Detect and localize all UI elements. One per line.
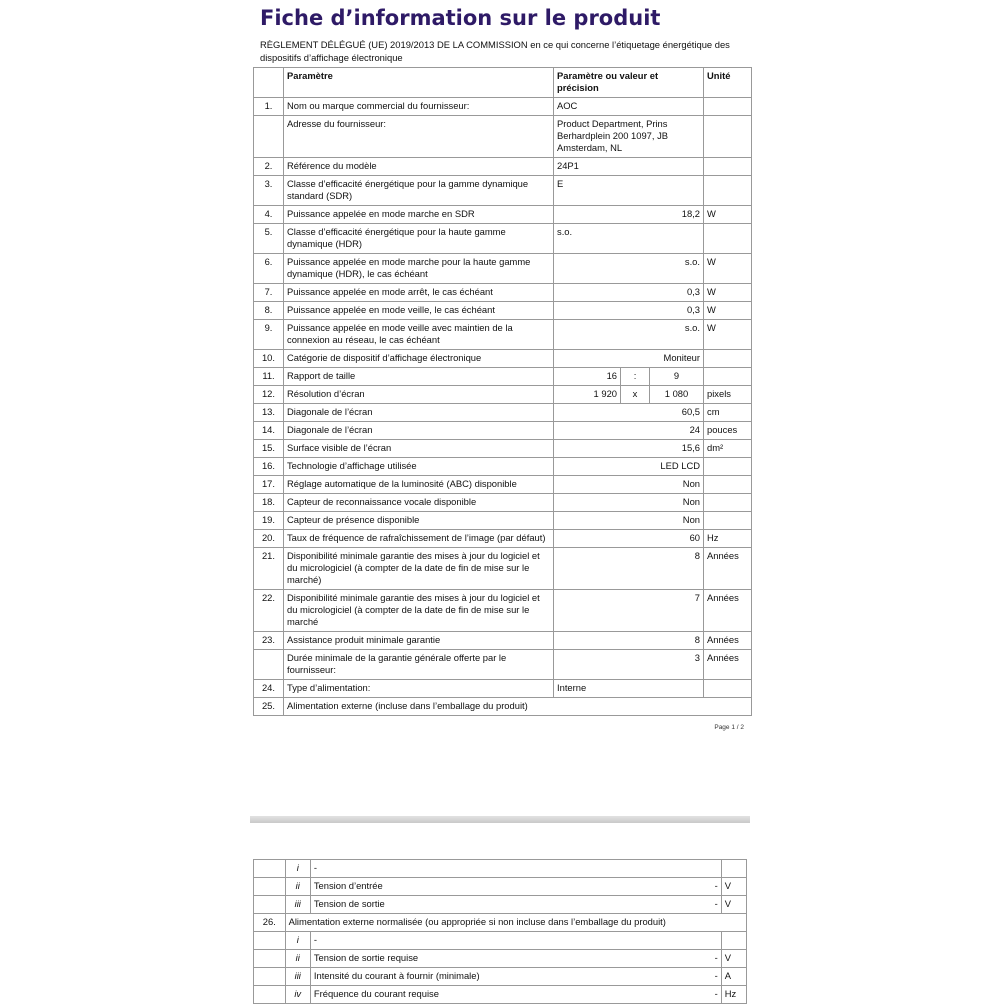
table-row: [254, 512, 752, 530]
page-2: [252, 859, 748, 1004]
row-number: 15.: [254, 440, 284, 458]
table-row: [254, 404, 752, 422]
sub-value: [695, 932, 721, 949]
row-unit: [704, 98, 752, 116]
sub-row: [254, 968, 747, 986]
value-part-b: 9: [673, 370, 680, 381]
row-unit: [704, 494, 752, 512]
sub-row: [254, 896, 747, 914]
header-value: Paramètre ou valeur et précision: [554, 68, 704, 98]
header-num-cell: [254, 68, 284, 98]
sub-row: [254, 932, 747, 950]
table-row: [254, 530, 752, 548]
row-number: [254, 896, 286, 914]
row-number: 11.: [254, 368, 284, 386]
row-unit: [704, 350, 752, 368]
row-value: s.o.: [554, 224, 704, 254]
product-info-table: [253, 67, 752, 716]
row-unit: [704, 458, 752, 476]
sub-parameter: [310, 860, 721, 878]
sub-row: [254, 950, 747, 968]
sub-value: -: [714, 952, 718, 963]
row-parameter: Taux de fréquence de rafraîchissement de l’image (par défaut): [284, 530, 554, 548]
table-row: [254, 422, 752, 440]
row-value: 3: [554, 650, 704, 680]
row-number: [254, 860, 286, 878]
row-number: 7.: [254, 284, 284, 302]
row-parameter: Puissance appelée en mode marche pour la haute gamme dynamique (HDR), le cas échéant: [284, 254, 554, 284]
row-unit: [704, 512, 752, 530]
row-number: 22.: [254, 590, 284, 632]
row-unit: Années: [704, 590, 752, 632]
value-part-b: 1 080: [664, 388, 689, 399]
row-number: 14.: [254, 422, 284, 440]
row-value: Non: [554, 476, 704, 494]
row-value: E: [554, 176, 704, 206]
row-parameter: Diagonale de l’écran: [284, 404, 554, 422]
row-number: 12.: [254, 386, 284, 404]
row-unit: [704, 476, 752, 494]
sub-value: -: [714, 880, 718, 891]
row-value: [554, 386, 704, 404]
sub-param-text: Intensité du courant à fournir (minimale): [313, 970, 480, 981]
sub-index: i: [285, 932, 310, 950]
sub-parameter: [310, 986, 721, 1004]
row-parameter: Capteur de reconnaissance vocale disponible: [284, 494, 554, 512]
sub-row: [254, 986, 747, 1004]
row-number: 18.: [254, 494, 284, 512]
table-row: [254, 224, 752, 254]
row-parameter: Assistance produit minimale garantie: [284, 632, 554, 650]
row-value: Non: [554, 494, 704, 512]
value-part-a: 1 920: [554, 386, 621, 403]
header-param: Paramètre: [284, 68, 554, 98]
row-unit: cm: [704, 404, 752, 422]
row-parameter: Durée minimale de la garantie générale offerte par le fournisseur:: [284, 650, 554, 680]
table-row: [254, 650, 752, 680]
table-row: [254, 284, 752, 302]
row-unit: W: [704, 254, 752, 284]
value-separator: :: [621, 368, 650, 385]
row-value: Non: [554, 512, 704, 530]
row-number: 26.: [254, 914, 286, 932]
row-parameter: Puissance appelée en mode veille, le cas échéant: [284, 302, 554, 320]
row-number: [254, 968, 286, 986]
row-number: 20.: [254, 530, 284, 548]
page-title: Fiche d’information sur le produit: [260, 6, 661, 30]
sub-param-text: Tension de sortie requise: [313, 952, 419, 963]
row-number: [254, 986, 286, 1004]
sub-row: [254, 860, 747, 878]
row-value: s.o.: [554, 254, 704, 284]
row-number: [254, 950, 286, 968]
row-unit: Années: [704, 650, 752, 680]
sub-param-text: Tension d’entrée: [313, 880, 383, 891]
row-value: Product Department, Prins Berhardplein 200 1097, JB Amsterdam, NL: [554, 116, 704, 158]
sub-value: -: [714, 970, 718, 981]
table-row: [254, 548, 752, 590]
row-value: 24P1: [554, 158, 704, 176]
row-unit: [704, 680, 752, 698]
row-unit: dm²: [704, 440, 752, 458]
row-number: 4.: [254, 206, 284, 224]
row-value: 15,6: [554, 440, 704, 458]
table-row: [254, 632, 752, 650]
row-value: LED LCD: [554, 458, 704, 476]
row-parameter: Capteur de présence disponible: [284, 512, 554, 530]
page-number: Page 1 / 2: [714, 724, 744, 731]
row-number: 10.: [254, 350, 284, 368]
row-parameter: Puissance appelée en mode marche en SDR: [284, 206, 554, 224]
row-number: [254, 932, 286, 950]
row-number: 13.: [254, 404, 284, 422]
row-unit: pixels: [704, 386, 752, 404]
sub-index: iv: [285, 986, 310, 1004]
sub-param-text: -: [313, 862, 317, 873]
row-unit: W: [704, 284, 752, 302]
row-parameter: Adresse du fournisseur:: [284, 116, 554, 158]
row-number: 17.: [254, 476, 284, 494]
table-row: [254, 476, 752, 494]
sub-value: [695, 860, 721, 877]
row-value: 18,2: [554, 206, 704, 224]
table-row: [254, 254, 752, 284]
row-parameter: Surface visible de l’écran: [284, 440, 554, 458]
row-value: Interne: [554, 680, 704, 698]
row-number: 24.: [254, 680, 284, 698]
row-value: 0,3: [554, 302, 704, 320]
row-number: [254, 116, 284, 158]
row-value: 8: [554, 632, 704, 650]
row-parameter: Disponibilité minimale garantie des mises à jour du logiciel et du micrologiciel (à compter de la date de fin de mise sur le marché: [284, 590, 554, 632]
row-parameter: Résolution d’écran: [284, 386, 554, 404]
row-number: 3.: [254, 176, 284, 206]
row-number: 9.: [254, 320, 284, 350]
row-unit: W: [704, 206, 752, 224]
sub-value: -: [714, 988, 718, 999]
sub-unit: V: [721, 896, 746, 914]
row-unit: [704, 176, 752, 206]
sub-index: i: [285, 860, 310, 878]
row-unit: Années: [704, 548, 752, 590]
table-row: [254, 914, 747, 932]
row-number: 1.: [254, 98, 284, 116]
row-unit: pouces: [704, 422, 752, 440]
sub-parameter: [310, 896, 721, 914]
row-value: s.o.: [554, 320, 704, 350]
row-parameter: Alimentation externe (incluse dans l’emballage du produit): [284, 698, 752, 716]
sub-parameter: [310, 950, 721, 968]
row-number: 8.: [254, 302, 284, 320]
sub-unit: V: [721, 950, 746, 968]
row-unit: [704, 158, 752, 176]
sub-param-text: Fréquence du courant requise: [313, 988, 439, 999]
row-value: [554, 368, 704, 386]
row-parameter: Puissance appelée en mode veille avec maintien de la connexion au réseau, le cas échéant: [284, 320, 554, 350]
table-row: [254, 494, 752, 512]
table-row: [254, 116, 752, 158]
row-parameter: Technologie d’affichage utilisée: [284, 458, 554, 476]
table-row: [254, 98, 752, 116]
row-unit: Hz: [704, 530, 752, 548]
table-row: [254, 458, 752, 476]
sub-value: -: [714, 898, 718, 909]
table-row: [254, 158, 752, 176]
value-part-a: 16: [554, 368, 621, 385]
sub-param-text: -: [313, 934, 317, 945]
row-value: Moniteur: [554, 350, 704, 368]
row-parameter: Classe d’efficacité énergétique pour la haute gamme dynamique (HDR): [284, 224, 554, 254]
sub-unit: [721, 932, 746, 950]
row-number: 2.: [254, 158, 284, 176]
row-unit: W: [704, 302, 752, 320]
sub-parameter: [310, 932, 721, 950]
row-parameter: Diagonale de l’écran: [284, 422, 554, 440]
sub-index: iii: [285, 968, 310, 986]
row-parameter: Réglage automatique de la luminosité (ABC) disponible: [284, 476, 554, 494]
table-row: [254, 386, 752, 404]
row-number: 25.: [254, 698, 284, 716]
row-value: 24: [554, 422, 704, 440]
row-parameter: Référence du modèle: [284, 158, 554, 176]
row-value: 60,5: [554, 404, 704, 422]
sub-unit: Hz: [721, 986, 746, 1004]
table-row: [254, 698, 752, 716]
row-value: 8: [554, 548, 704, 590]
row-value: 60: [554, 530, 704, 548]
table-row: [254, 440, 752, 458]
row-unit: [704, 368, 752, 386]
table-row: [254, 590, 752, 632]
row-parameter: Type d’alimentation:: [284, 680, 554, 698]
row-number: 23.: [254, 632, 284, 650]
row-number: [254, 650, 284, 680]
row-number: 21.: [254, 548, 284, 590]
value-separator: x: [621, 386, 650, 403]
header-unit: Unité: [704, 68, 752, 98]
sub-parameter: [310, 968, 721, 986]
row-parameter: Nom ou marque commercial du fournisseur:: [284, 98, 554, 116]
sub-index: ii: [285, 950, 310, 968]
table-row: [254, 302, 752, 320]
row-number: 19.: [254, 512, 284, 530]
row-parameter: Puissance appelée en mode arrêt, le cas échéant: [284, 284, 554, 302]
row-unit: Années: [704, 632, 752, 650]
row-value: AOC: [554, 98, 704, 116]
power-supply-table: [253, 859, 747, 1004]
sub-param-text: Tension de sortie: [313, 898, 385, 909]
row-parameter: Classe d’efficacité énergétique pour la gamme dynamique standard (SDR): [284, 176, 554, 206]
row-number: 6.: [254, 254, 284, 284]
table-row: [254, 206, 752, 224]
sub-row: [254, 878, 747, 896]
row-parameter: Rapport de taille: [284, 368, 554, 386]
table-row: [254, 320, 752, 350]
table-header-row: [254, 68, 752, 98]
row-unit: [704, 224, 752, 254]
sub-parameter: [310, 878, 721, 896]
table-row: [254, 368, 752, 386]
table-row: [254, 176, 752, 206]
row-parameter: Disponibilité minimale garantie des mises à jour du logiciel et du micrologiciel (à compter de la date de fin de mise sur le marché): [284, 548, 554, 590]
sub-index: iii: [285, 896, 310, 914]
row-parameter: Catégorie de dispositif d’affichage électronique: [284, 350, 554, 368]
sub-unit: [721, 860, 746, 878]
row-parameter: Alimentation externe normalisée (ou appropriée si non incluse dans l’emballage du produit): [285, 914, 746, 932]
sub-unit: V: [721, 878, 746, 896]
row-number: 16.: [254, 458, 284, 476]
regulation-text: RÈGLEMENT DÉLÉGUÉ (UE) 2019/2013 DE LA COMMISSION en ce qui concerne l’étiquetage énergétique des dispositifs d’affichage électronique: [260, 39, 730, 63]
sub-index: ii: [285, 878, 310, 896]
row-unit: [704, 116, 752, 158]
row-number: [254, 878, 286, 896]
table-row: [254, 680, 752, 698]
sub-unit: A: [721, 968, 746, 986]
page-1: [252, 2, 748, 731]
table-row: [254, 350, 752, 368]
row-number: 5.: [254, 224, 284, 254]
page-separator: [250, 816, 750, 823]
row-unit: W: [704, 320, 752, 350]
row-value: 7: [554, 590, 704, 632]
row-value: 0,3: [554, 284, 704, 302]
